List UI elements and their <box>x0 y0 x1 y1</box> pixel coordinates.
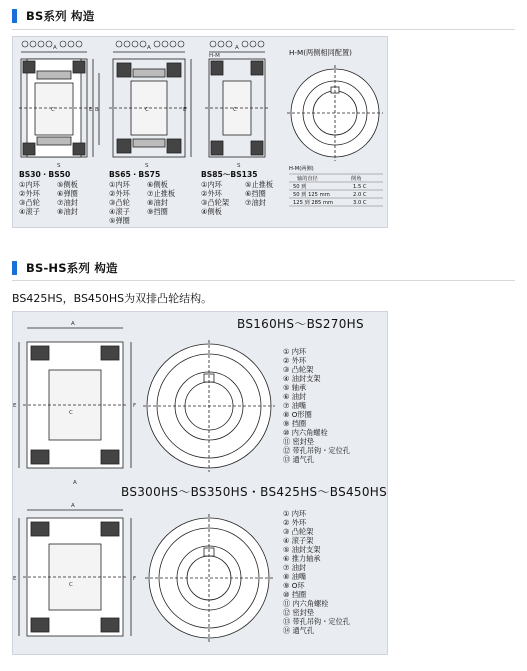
hm-header-shaft: 轴的直径 <box>297 176 318 182</box>
bs-hs-structure-drawing <box>13 312 387 654</box>
bs-hs-structure-figure <box>12 311 388 655</box>
hs-top-title: BS160HS～BS270HS <box>237 317 364 331</box>
hs-top-mark-c: C <box>69 410 73 416</box>
bs85-mark-a: A <box>235 45 239 51</box>
bs85-legend-1: ①内环 <box>201 180 222 189</box>
bs65-mark-c: C <box>145 107 149 113</box>
bs30-mark-c: C <box>51 107 55 113</box>
section-title: BS-HS系列 构造 <box>26 261 118 275</box>
bs65-caption: BS65・BS75 <box>109 170 161 179</box>
hm-row2-chamfer: 2.0 C <box>353 192 367 198</box>
bs30-mark-b: B <box>95 107 99 113</box>
bs85-legend-5: ⑤止推板 <box>245 180 274 189</box>
hm-table-title: H-M(两侧) <box>289 166 314 172</box>
bs30-caption: BS30・BS50 <box>19 170 71 179</box>
section-header-bs-hs <box>12 258 118 278</box>
hs-bottom-legend-13: ⑬ 带孔吊钩・定位孔 <box>283 617 350 626</box>
section-divider <box>12 280 515 281</box>
hm-title: H-M(两侧相同配置) <box>289 48 352 57</box>
hs-top-mark-e: E <box>13 403 17 409</box>
hs-bottom-legend-2: ② 外环 <box>283 518 307 527</box>
bs30-mark-a: A <box>53 45 57 51</box>
hs-bottom-legend-14: ⑭ 通气孔 <box>283 626 315 635</box>
bs65-legend-8: ⑧油封 <box>147 198 168 207</box>
hm-row3-chamfer: 3.0 C <box>353 200 367 206</box>
hm-row1-shaft: 50 到 <box>293 184 307 190</box>
bs-structure-drawing <box>13 37 387 227</box>
bs85-mark-hm: H-M <box>209 53 220 59</box>
hs-bottom-legend <box>283 509 350 635</box>
hs-bottom-legend-10: ⑩ 挡圈 <box>283 590 307 599</box>
hs-bottom-legend-1: ① 内环 <box>283 509 307 518</box>
bs85-mark-c: C <box>233 107 237 113</box>
hs-top-legend-5: ⑤ 轴承 <box>283 383 307 392</box>
hs-top-legend-7: ⑦ 油嘴 <box>283 401 307 410</box>
hs-bottom-mark-a: A <box>71 503 75 509</box>
bs30-legend-6: ⑥弹圈 <box>57 189 78 198</box>
bs30-legend-5: ⑤侧板 <box>57 180 78 189</box>
bs30-mark-s: S <box>57 163 61 169</box>
hs-bottom-mark-e: E <box>13 576 17 582</box>
bs-structure-figure <box>12 36 388 228</box>
hs-bottom-legend-6: ⑥ 推力轴承 <box>283 554 321 563</box>
hs-top-mark-a2: A <box>73 480 77 486</box>
bs85-mark-s: S <box>237 163 241 169</box>
bs85-legend-4: ④侧板 <box>201 207 222 216</box>
bs30-legend-8: ⑧油封 <box>57 207 78 216</box>
hs-bottom-legend-7: ⑦ 油封 <box>283 563 307 572</box>
hs-bottom-legend-8: ⑧ 油嘴 <box>283 572 307 581</box>
hs-bottom-mark-c: C <box>69 582 73 588</box>
section-paragraph: BS425HS，BS450HS为双排凸轮结构。 <box>12 292 213 305</box>
hs-bottom-legend-5: ⑤ 油封支架 <box>283 545 321 554</box>
bs30-mark-e: E <box>89 107 93 113</box>
hs-bottom-legend-3: ③ 凸轮架 <box>283 527 314 536</box>
section-title: BS系列 构造 <box>26 9 95 23</box>
hs-top-legend-12: ⑫ 带孔吊钩・定位孔 <box>283 446 350 455</box>
hs-bottom-front-view <box>145 514 273 642</box>
bs30-legend-3: ③凸轮 <box>19 198 40 207</box>
bs65-legend-5: ⑤弹圈 <box>109 216 130 225</box>
hs-bottom-section-view <box>19 510 131 636</box>
bs65-legend-6: ⑥侧板 <box>147 180 168 189</box>
hm-row2-shaft: 50 到 125 mm <box>293 192 330 198</box>
hs-top-legend-10: ⑩ 内六角螺栓 <box>283 428 328 437</box>
hs-top-legend-3: ③ 凸轮架 <box>283 365 314 374</box>
hs-top-legend-11: ⑪ 密封垫 <box>283 437 315 446</box>
bs30-drawing <box>19 52 99 157</box>
hs-bottom-mark-f: F <box>133 576 137 582</box>
hs-bottom-title: BS300HS～BS350HS・BS425HS～BS450HS <box>121 485 387 499</box>
hs-top-legend <box>283 347 350 464</box>
hs-bottom-legend-11: ⑪ 内六角螺栓 <box>283 599 329 608</box>
hm-row1-chamfer: 1.5 C <box>353 184 367 190</box>
hs-top-legend-2: ② 外环 <box>283 356 307 365</box>
section-accent-bar <box>12 9 17 23</box>
hs-top-mark-a: A <box>71 321 75 327</box>
bs30-legend-4: ④滚子 <box>19 207 40 216</box>
section-accent-bar <box>12 261 17 275</box>
bs85-drawing <box>205 52 269 157</box>
hs-top-front-view <box>143 340 275 472</box>
bs65-legend-3: ③凸轮 <box>109 198 130 207</box>
bs85-legend-7: ⑦油封 <box>245 198 266 207</box>
bs65-mark-a: A <box>147 45 151 51</box>
hs-top-legend-6: ⑥ 油封 <box>283 392 307 401</box>
section-divider <box>12 29 515 30</box>
hs-top-legend-9: ⑨ 挡圈 <box>283 419 307 428</box>
bs30-legend-7: ⑦油封 <box>57 198 78 207</box>
bs65-legend-1: ①内环 <box>109 180 130 189</box>
bs85-legend-6: ⑥挡圈 <box>245 189 266 198</box>
hm-row3-shaft: 125 到 285 mm <box>293 200 334 206</box>
bs65-drawing <box>109 52 191 157</box>
hs-top-legend-4: ④ 油封支架 <box>283 374 321 383</box>
bs85-legend-2: ②外环 <box>201 189 222 198</box>
hs-bottom-legend-4: ④ 滚子架 <box>283 536 314 545</box>
bs30-callouts <box>22 41 82 47</box>
hm-front-view <box>287 65 383 161</box>
bs85-legend-3: ③凸轮架 <box>201 198 230 207</box>
hs-top-legend-8: ⑧ O形圈 <box>283 410 312 419</box>
bs30-legend-1: ①内环 <box>19 180 40 189</box>
bs65-legend-7: ⑦止推板 <box>147 189 176 198</box>
section-header-bs <box>12 6 94 26</box>
hs-top-section-view <box>19 328 131 468</box>
bs65-mark-e: E <box>183 107 187 113</box>
bs65-legend-2: ②外环 <box>109 189 130 198</box>
bs30-legend-2: ②外环 <box>19 189 40 198</box>
bs65-legend-9: ⑨挡圈 <box>147 207 168 216</box>
hs-top-legend-1: ① 内环 <box>283 347 307 356</box>
bs65-mark-s: S <box>145 163 149 169</box>
hs-top-mark-f: F <box>133 403 137 409</box>
hs-bottom-legend-12: ⑫ 密封垫 <box>283 608 315 617</box>
bs65-legend-4: ④滚子 <box>109 207 130 216</box>
hs-bottom-legend-9: ⑨ O环 <box>283 581 305 590</box>
hs-top-legend-13: ⑬ 通气孔 <box>283 455 315 464</box>
hm-header-chamfer: 倒角 <box>351 176 362 182</box>
bs85-caption: BS85～BS135 <box>201 170 258 179</box>
